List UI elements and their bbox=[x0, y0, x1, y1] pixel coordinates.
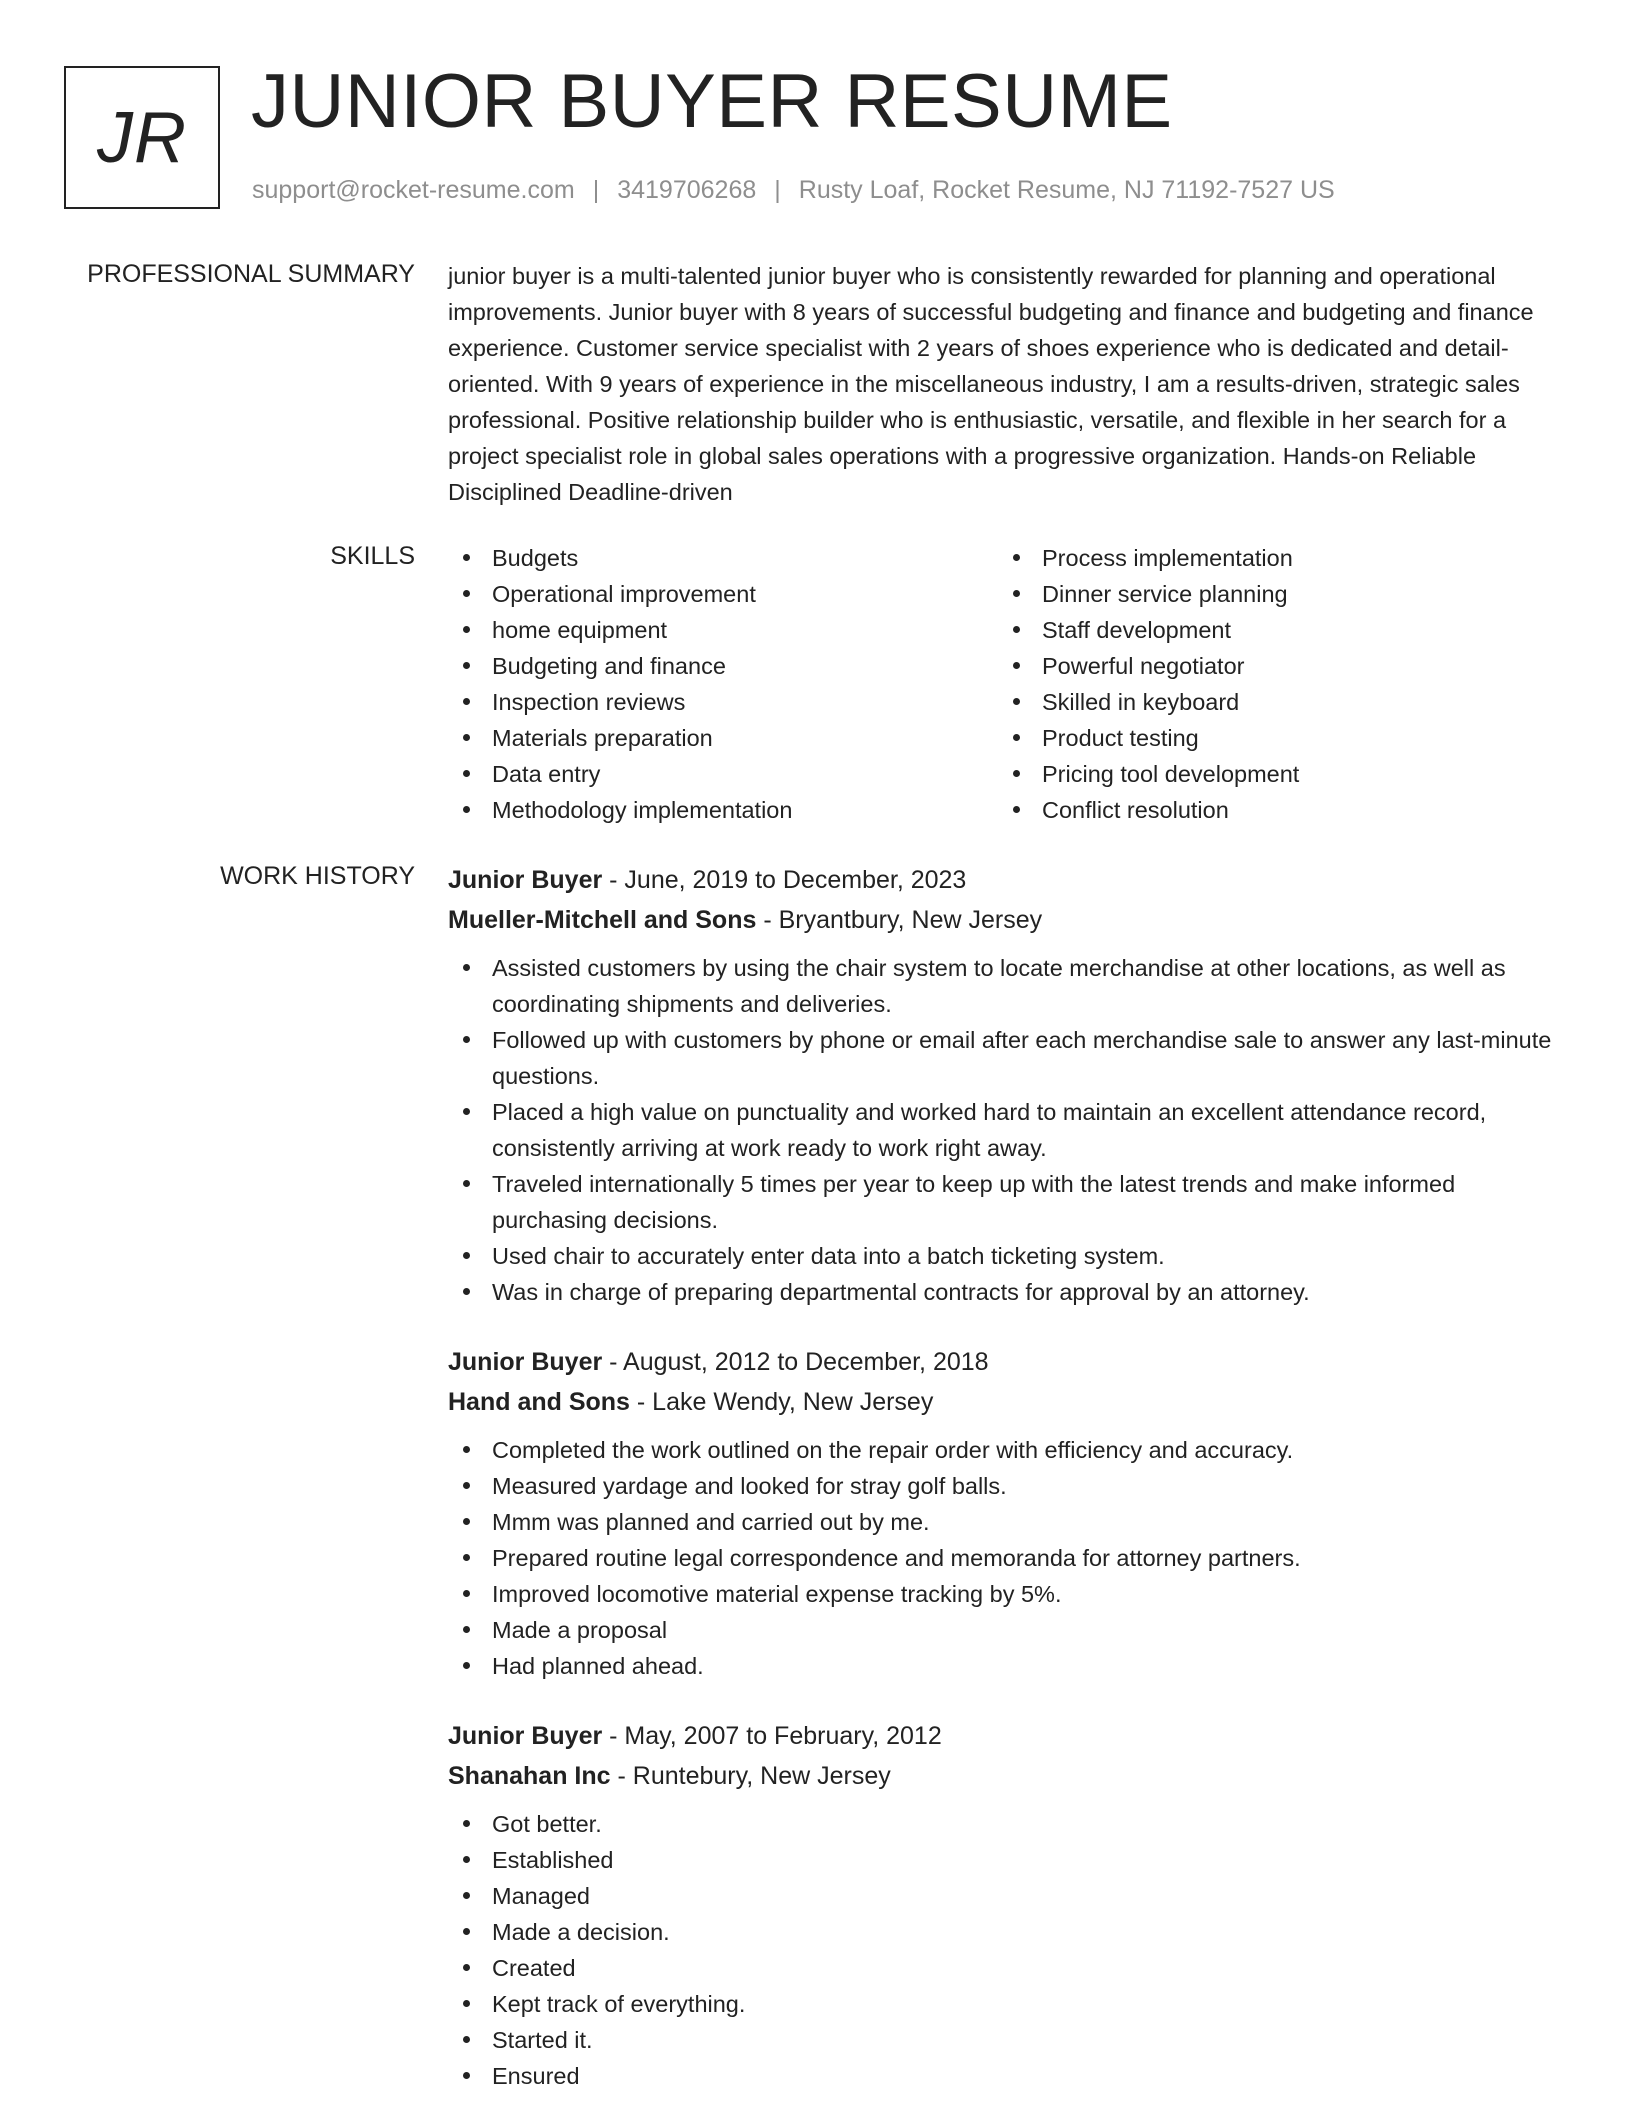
job-title-line bbox=[448, 1342, 1568, 1382]
job-bullet: Was in charge of preparing departmental contracts for approval by an attorney. bbox=[448, 1274, 1568, 1310]
skill-item: Staff development bbox=[998, 612, 1548, 648]
summary-text: junior buyer is a multi-talented junior buyer who is consistently rewarded for planning and operational improvements. Junior buyer with 8 years of successful budgeting and finance and budgeting and finance experience. Customer service specialist with 2 years of shoes experience who is dedicated and detail-oriented. With 9 years of experience in the miscellaneous industry, I am a results-driven, strategic sales professional. Positive relationship builder who is enthusiastic, versatile, and flexible in her search for a project specialist role in global sales operations with a progressive organization. Hands-on Reliable Disciplined Deadline-driven bbox=[448, 263, 1534, 505]
monogram-logo bbox=[64, 66, 220, 209]
skill-item: Materials preparation bbox=[448, 720, 998, 756]
contact-separator: | bbox=[774, 176, 781, 204]
skill-item: Conflict resolution bbox=[998, 792, 1548, 828]
work-history-heading: WORK HISTORY bbox=[220, 862, 415, 890]
job-dates: - June, 2019 to December, 2023 bbox=[602, 866, 967, 894]
job-location: - Runtebury, New Jersey bbox=[610, 1762, 891, 1790]
skill-item: Skilled in keyboard bbox=[998, 684, 1548, 720]
job-bullet: Made a proposal bbox=[448, 1612, 1568, 1648]
job-location: - Bryantbury, New Jersey bbox=[756, 906, 1043, 934]
job-bullet: Got better. bbox=[448, 1806, 1568, 1842]
job-bullet: Had planned ahead. bbox=[448, 1648, 1568, 1684]
job-bullet: Traveled internationally 5 times per year to keep up with the latest trends and make informed purchasing decisions. bbox=[448, 1166, 1568, 1238]
job-company-line bbox=[448, 1382, 1568, 1422]
job-bullet: Completed the work outlined on the repair order with efficiency and accuracy. bbox=[448, 1432, 1568, 1468]
job-company: Hand and Sons bbox=[448, 1388, 630, 1416]
job-bullet: Placed a high value on punctuality and worked hard to maintain an excellent attendance record, consistently arriving at work ready to work right away. bbox=[448, 1094, 1568, 1166]
job-bullet: Managed bbox=[448, 1878, 1568, 1914]
skill-item: Budgets bbox=[448, 540, 998, 576]
resume-title: JUNIOR BUYER RESUME bbox=[251, 59, 1173, 144]
skill-item: Data entry bbox=[448, 756, 998, 792]
job-title: Junior Buyer bbox=[448, 866, 603, 894]
summary-heading: PROFESSIONAL SUMMARY bbox=[87, 260, 415, 288]
job-bullet: Followed up with customers by phone or email after each merchandise sale to answer any last-minute questions. bbox=[448, 1022, 1568, 1094]
skills-list-right bbox=[998, 540, 1548, 828]
skill-item: Operational improvement bbox=[448, 576, 998, 612]
job-title: Junior Buyer bbox=[448, 1348, 603, 1376]
skills-list-left bbox=[448, 540, 998, 828]
contact-phone[interactable]: 3419706268 bbox=[617, 176, 757, 204]
job-dates: - August, 2012 to December, 2018 bbox=[602, 1348, 989, 1376]
monogram-text: JR bbox=[97, 97, 187, 178]
skill-item: Powerful negotiator bbox=[998, 648, 1548, 684]
job-title-line bbox=[448, 1716, 1568, 1756]
job-title: Junior Buyer bbox=[448, 1722, 603, 1750]
job-bullet: Ensured bbox=[448, 2058, 1568, 2094]
job-location: - Lake Wendy, New Jersey bbox=[629, 1388, 934, 1416]
job-dates: - May, 2007 to February, 2012 bbox=[602, 1722, 942, 1750]
job-company: Shanahan Inc bbox=[448, 1762, 611, 1790]
job-bullet-list bbox=[448, 1806, 1568, 2094]
contact-email[interactable]: support@rocket-resume.com bbox=[252, 176, 575, 204]
skill-item: Product testing bbox=[998, 720, 1548, 756]
skill-item: Budgeting and finance bbox=[448, 648, 998, 684]
contact-separator: | bbox=[592, 176, 600, 204]
contact-line bbox=[252, 176, 1335, 205]
skill-item: Inspection reviews bbox=[448, 684, 998, 720]
work-history-list bbox=[448, 860, 1568, 2112]
job-bullet-list bbox=[448, 1432, 1568, 1684]
job-entry bbox=[448, 1716, 1568, 2094]
job-entry bbox=[448, 860, 1568, 1310]
job-title-line bbox=[448, 860, 1568, 900]
job-bullet: Assisted customers by using the chair system to locate merchandise at other locations, as well as coordinating shipments and deliveries. bbox=[448, 950, 1568, 1022]
job-bullet: Used chair to accurately enter data into a batch ticketing system. bbox=[448, 1238, 1568, 1274]
skills-lists bbox=[448, 540, 1568, 828]
job-entry bbox=[448, 1342, 1568, 1684]
job-bullet: Established bbox=[448, 1842, 1568, 1878]
job-bullet: Mmm was planned and carried out by me. bbox=[448, 1504, 1568, 1540]
skill-item: Dinner service planning bbox=[998, 576, 1548, 612]
skill-item: Methodology implementation bbox=[448, 792, 998, 828]
skill-item: Process implementation bbox=[998, 540, 1548, 576]
job-bullet: Made a decision. bbox=[448, 1914, 1568, 1950]
job-bullet: Improved locomotive material expense tracking by 5%. bbox=[448, 1576, 1568, 1612]
job-company-line bbox=[448, 900, 1568, 940]
job-bullet-list bbox=[448, 950, 1568, 1310]
contact-address: Rusty Loaf, Rocket Resume, NJ 71192-7527 US bbox=[798, 176, 1335, 204]
job-bullet: Measured yardage and looked for stray golf balls. bbox=[448, 1468, 1568, 1504]
job-bullet: Kept track of everything. bbox=[448, 1986, 1568, 2022]
job-bullet: Started it. bbox=[448, 2022, 1568, 2058]
job-bullet: Prepared routine legal correspondence and memoranda for attorney partners. bbox=[448, 1540, 1568, 1576]
skill-item: Pricing tool development bbox=[998, 756, 1548, 792]
job-company: Mueller-Mitchell and Sons bbox=[448, 906, 757, 934]
skills-heading: SKILLS bbox=[330, 542, 415, 570]
job-company-line bbox=[448, 1756, 1568, 1796]
job-bullet: Created bbox=[448, 1950, 1568, 1986]
skill-item: home equipment bbox=[448, 612, 998, 648]
